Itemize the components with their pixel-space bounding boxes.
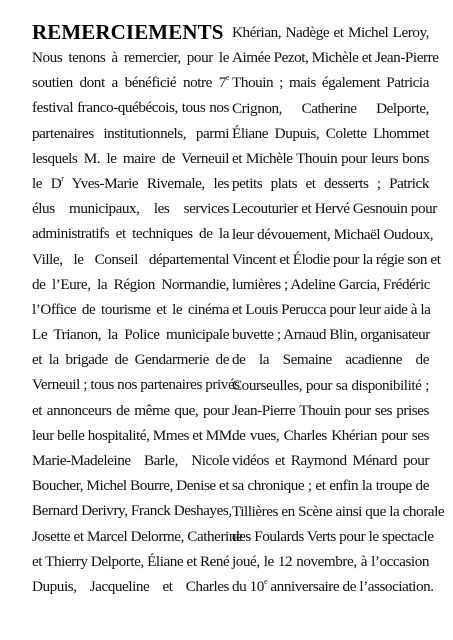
text-line: sa chronique ; et enfin la troupe de (232, 477, 429, 495)
text-line: et Thierry Delporte, Éliane et René (32, 552, 230, 570)
text-line: et Michèle Thouin pour leurs bons (232, 149, 429, 167)
text-line: lumières ; Adeline Garcia, Frédéric (232, 275, 431, 293)
text-line: Verneuil ; tous nos partenaires privés (32, 376, 240, 394)
text-line: administratifs et techniques de la (32, 225, 229, 243)
text-line: Nous tenons à remercier, pour le (32, 49, 229, 66)
text-line: Bernard Derivry, Franck Deshayes, (32, 502, 232, 520)
text-line: Éliane Dupuis, Colette Lhommet (232, 124, 429, 142)
text-line: partenaires institutionnels, parmi (32, 124, 229, 142)
text-line: Courseulles, pour sa disponibilité ; (232, 376, 429, 394)
text-line: du 10e anniversaire de l’association. (232, 577, 434, 596)
text-line: festival franco-québécois, tous nos (32, 99, 229, 117)
text-line: de la Semaine acadienne de (232, 351, 429, 369)
text-line: et la brigade de Gendarmerie de (32, 351, 229, 369)
text-line: et annonceurs de même que, pour (32, 401, 229, 419)
text-line: petits plats et desserts ; Patrick (232, 175, 429, 193)
text-line: Ville, le Conseil départemental (32, 250, 229, 268)
text-line: buvette ; Arnaud Blin, organisateur (232, 326, 430, 344)
text-line: et Louis Perucca pour leur aide à la (232, 301, 431, 319)
text-line: Marie-Madeleine Barle, Nicole (32, 452, 229, 469)
text-line: Tillières en Scène ainsi que la chorale (232, 502, 445, 520)
right-column (232, 20, 445, 599)
text-line: Dupuis, Jacqueline et Charles (32, 577, 229, 595)
text-line: Thouin ; mais également Patricia (232, 74, 429, 92)
text-line: leur belle hospitalité, Mmes et MM. (32, 426, 236, 444)
text-line: le $D^r$ Yves-Marie Rivemale, les (32, 173, 229, 192)
text-line: élus municipaux, les services (32, 200, 229, 218)
text-line: Le Trianon, la Police municipale (32, 326, 229, 344)
text-line: Vincent et Élodie pour la régie son et (232, 250, 441, 268)
left-column (32, 20, 243, 599)
text-line: Boucher, Michel Bourre, Denise et (32, 477, 230, 495)
page-title: REMERCIEMENTS (32, 20, 224, 44)
left-column-text (32, 45, 243, 599)
text-line: des Foulards Verts pour le spectacle (232, 527, 434, 545)
text-line: de vues, Charles Khérian pour ses (232, 427, 429, 444)
text-line: Lecouturier et Hervé Gesnouin pour (232, 200, 437, 218)
text-line: Khérian, Nadège et Michel Leroy, (232, 24, 429, 41)
text-line: joué, le 12 novembre, à l’occasion (232, 552, 429, 570)
text-line: l’Office de tourisme et le cinéma (32, 300, 229, 318)
text-line: lesquels M. le maire de Verneuil (32, 149, 229, 167)
right-column-text (232, 20, 445, 599)
text-line: vidéos et Raymond Ménard pour (232, 452, 429, 470)
text-line: Aimée Pezot, Michèle et Jean-Pierre (232, 49, 439, 67)
text-line: Josette et Marcel Delorme, Catherine (32, 527, 243, 545)
text-line: Jean-Pierre Thouin pour ses prises (232, 401, 429, 419)
text-line: Crignon, Catherine Delporte, (232, 99, 429, 117)
text-line: soutien dont a bénéficié notre 7e (32, 73, 229, 92)
text-line: de l’Eure, la Région Normandie, (32, 275, 229, 293)
text-line: leur dévouement, Michaël Oudoux, (232, 225, 434, 243)
